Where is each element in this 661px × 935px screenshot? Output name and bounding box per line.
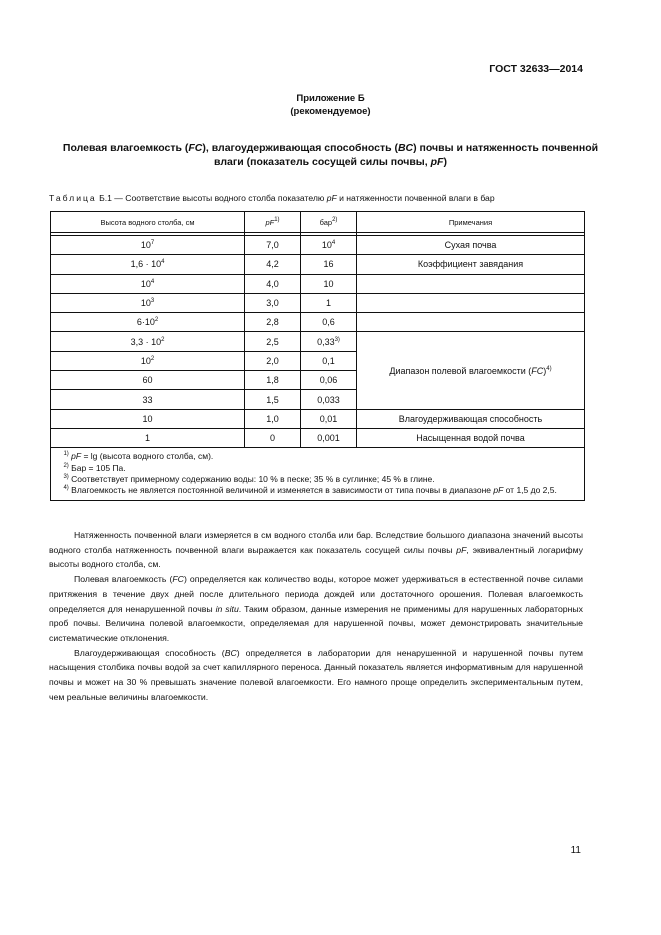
title-pf: pF [430,156,444,168]
table-header-row [51,212,585,233]
paragraph: Влагоудерживающая способность (BC) определяется в лаборатории для ненарушенной и нарушенной почвы путем насыщения столбика почвы водой за счет капиллярного переноса. Данный показатель является информативным для нарушенной почвы и может на 30 % превышать значение полевой влагоемкости. Его намного проще определить экспериментальным путем, чем реальные величины влагоемкости. [49,647,584,702]
title-bc: BC [397,142,414,154]
cell-pf: 2,8 [245,313,301,332]
paragraph: Натяженность почвенной влаги измеряется в см водного столба или бар. Вследствие большого диапазона значений высоты водного столба натяженность почвенной влаги выражается как показатель сосущей силы почвы pF, эквивалентный логарифму высоты водного столба, см. [49,530,583,570]
appendix-title: Приложение Б [296,93,365,104]
header-pf: $pF^{1)}$ [245,212,301,233]
cell-pf: 4,2 [245,255,301,274]
appendix-heading [0,92,661,118]
title-part: Полевая влагоемкость ( [62,142,189,154]
header-bar: бар$^{2)}$ [301,212,357,233]
cell-height: 1 [51,428,245,447]
table-row [51,428,585,447]
paragraph: Полевая влагоемкость (FC) определяется как количество воды, которое может удерживаться в естественной почве силами притяжения в течение двух дней после длительного периода дождей или достаточного орошения. Полевая влагоемкость определяется для ненарушенной почвы in situ. Таким образом, данные измерения не применимы для нарушенных лабораторных проб почвы. Величина полевой влагоемкости, определяемая для нарушенной почвы, может демонстрировать значительные систематические отклонения. [49,574,583,643]
cell-bar: 0,6 [301,313,357,332]
caption-number: Б.1 [99,193,112,203]
footnote-1: $^{1)}$ pF = lg (высота водного столба, см). [63,451,214,462]
cell-bar: 10 [301,274,357,293]
cell-pf: 1,8 [245,371,301,390]
document-code: ГОСТ 32633—2014 [489,63,583,75]
cell-pf: 2,0 [245,351,301,370]
caption-label: Таблица [49,193,97,203]
title-part: ) [443,156,447,168]
cell-height: $10^4$ [51,274,245,293]
appendix-status: (рекомендуемое) [290,106,371,117]
footnote-2: $^{2)}$ Бар = 105 Па. [63,462,126,473]
cell-bar: 0,06 [301,371,357,390]
cell-pf: 3,0 [245,293,301,312]
cell-height: 33 [51,390,245,409]
cell-note: Влагоудерживающая способность [357,409,585,428]
cell-pf: 1,5 [245,390,301,409]
cell-note: Коэффициент завядания [357,255,585,274]
cell-note [357,293,585,312]
cell-pf: 4,0 [245,274,301,293]
footnote-3: $^{3)}$ Соответствует примерному содержанию воды: 10 % в песке; 35 % в суглинке; 45 % в глине. [63,474,435,485]
body-text [49,528,583,704]
cell-bar: 16 [301,255,357,274]
table-footnotes [51,448,585,501]
cell-height: 60 [51,371,245,390]
table-footnotes-row [51,448,585,501]
cell-pf: 7,0 [245,236,301,255]
table-row [51,236,585,255]
title-part: ) почвы и натяженность почвенной влаги (показатель сосущей силы почвы, [214,142,599,168]
cell-pf: 1,0 [245,409,301,428]
table-row [51,313,585,332]
cell-bar: 1 [301,293,357,312]
cell-height: 10 [51,409,245,428]
footnote-4: $^{4)}$ Влагоемкость не является постоянной величиной и изменяется в зависимости от типа почвы в диапазоне pF от 1,5 до 2,5. [63,485,557,496]
section-title [58,141,603,169]
cell-pf: 0 [245,428,301,447]
cell-pf: 2,5 [245,332,301,351]
cell-note [357,274,585,293]
cell-bar: 0,001 [301,428,357,447]
header-height: Высота водного столба, см [51,212,245,233]
cell-bar: 0,33$^{3)}$ [301,332,357,351]
cell-height: $6\cdot 10^2$ [51,313,245,332]
title-part: ), влагоудерживающая способность ( [202,142,398,154]
page-number: 11 [570,845,581,856]
cell-height: $10^3$ [51,293,245,312]
caption-pf: pF [326,193,337,203]
table-row [51,409,585,428]
cell-height: $10^7$ [51,236,245,255]
caption-text: — Соответствие высоты водного столба показателю [111,193,327,203]
table-row [51,293,585,312]
table-row [51,332,585,351]
cell-note-field-capacity: Диапазон полевой влагоемкости (FC)$^{4)}$ [357,332,585,409]
title-fc: FC [188,142,203,154]
table-row [51,274,585,293]
cell-bar: 0,01 [301,409,357,428]
table-row [51,255,585,274]
data-table [50,211,585,501]
cell-bar: 0,1 [301,351,357,370]
cell-note [357,313,585,332]
cell-bar: $10^4$ [301,236,357,255]
cell-height: $1,6 \cdot 10^4$ [51,255,245,274]
cell-height: $10^2$ [51,351,245,370]
header-notes: Примечания [357,212,585,233]
cell-note: Насыщенная водой почва [357,428,585,447]
caption-text: и натяженности почвенной влаги в бар [336,193,495,203]
cell-note: Сухая почва [357,236,585,255]
cell-height: $3,3 \cdot 10^2$ [51,332,245,351]
table-caption [49,193,495,203]
cell-bar: 0,033 [301,390,357,409]
